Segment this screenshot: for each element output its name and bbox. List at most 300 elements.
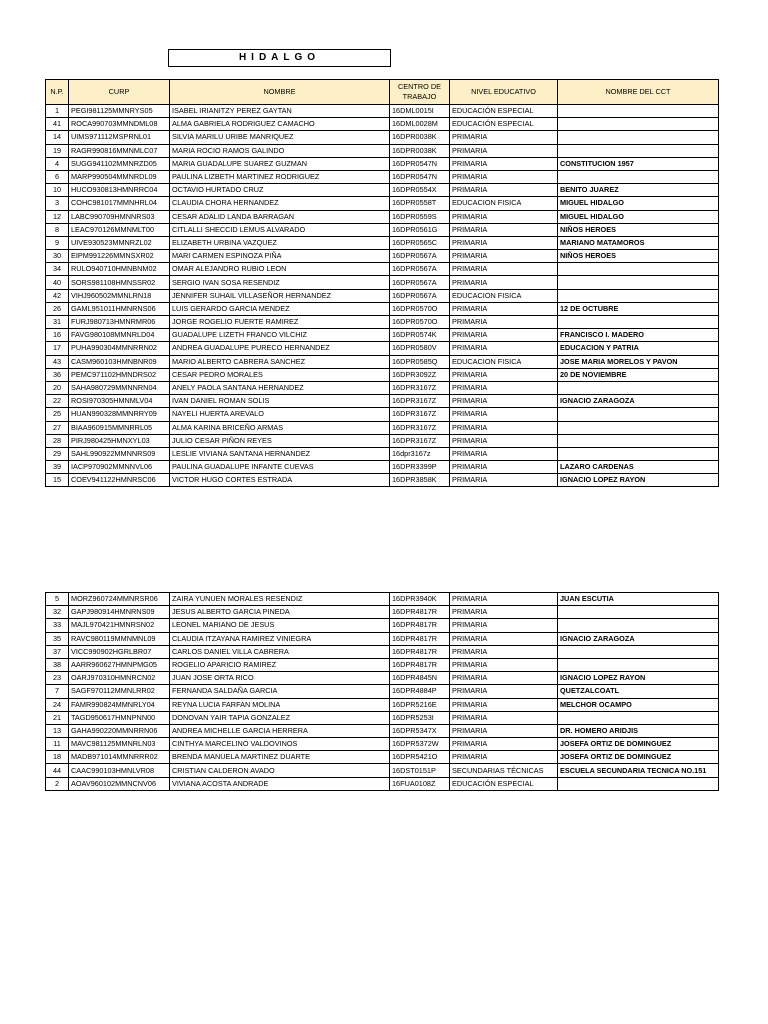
cell-nombre-del-cct: EDUCACION Y PATRIA <box>558 342 719 355</box>
cell-nombre-del-cct: BENITO JUAREZ <box>558 184 719 197</box>
cell-nombre-del-cct <box>558 131 719 144</box>
table-row <box>46 381 719 394</box>
table-row <box>46 685 719 698</box>
cell-nombre-del-cct <box>558 447 719 460</box>
cell-nombre-del-cct <box>558 434 719 447</box>
cell-nombre-del-cct: NIÑOS HEROES <box>558 250 719 263</box>
cell-nombre: LUIS GERARDO GARCIA MENDEZ <box>170 302 390 315</box>
cell-nivel-educativo: PRIMARIA <box>450 658 558 671</box>
cell-nivel-educativo: PRIMARIA <box>450 751 558 764</box>
cell-nombre-del-cct: IGNACIO LOPEZ RAYON <box>558 474 719 487</box>
cell-curp: RAVC980119MMNMNL09 <box>69 632 170 645</box>
cell-nivel-educativo: PRIMARIA <box>450 632 558 645</box>
table-row <box>46 619 719 632</box>
cell-nivel-educativo: PRIMARIA <box>450 236 558 249</box>
cell-nivel-educativo: PRIMARIA <box>450 342 558 355</box>
header-nombre: NOMBRE <box>170 80 390 105</box>
cell-curp: LABC990709HMNNRS03 <box>69 210 170 223</box>
cell-centro-de-trabajo: 16DPR0558T <box>390 197 450 210</box>
cell-centro-de-trabajo: 16DPR0567A <box>390 250 450 263</box>
cell-nombre: ALMA KARINA BRICEÑO ARMAS <box>170 421 390 434</box>
cell-nivel-educativo: PRIMARIA <box>450 302 558 315</box>
cell-nombre: SERGIO IVAN SOSA RESENDIZ <box>170 276 390 289</box>
table-row <box>46 118 719 131</box>
cell-centro-de-trabajo: 16DPR4817R <box>390 606 450 619</box>
cell-nivel-educativo: PRIMARIA <box>450 698 558 711</box>
cell-nivel-educativo: PRIMARIA <box>450 157 558 170</box>
cell-nivel-educativo: PRIMARIA <box>450 381 558 394</box>
cell-centro-de-trabajo: 16DPR0580V <box>390 342 450 355</box>
cell-nivel-educativo: EDUCACION FISICA <box>450 355 558 368</box>
cell-curp: MAJL970421HMNRSN02 <box>69 619 170 632</box>
table-row <box>46 144 719 157</box>
cell-nombre-del-cct: MARIANO MATAMOROS <box>558 236 719 249</box>
cell-nombre: LEONEL MARIANO DE JESUS <box>170 619 390 632</box>
cell-nombre: GUADALUPE LIZETH FRANCO VILCHIZ <box>170 329 390 342</box>
cell-curp: PEGI981125MMNRYS05 <box>69 105 170 118</box>
cell-centro-de-trabajo: 16DPR0570O <box>390 302 450 315</box>
cell-np: 43 <box>46 355 69 368</box>
cell-nombre: OMAR ALEJANDRO RUBIO LEON <box>170 263 390 276</box>
cell-nombre: MARIA ROCIO RAMOS GALINDO <box>170 144 390 157</box>
cell-nombre: CESAR PEDRO MORALES <box>170 368 390 381</box>
table-row <box>46 289 719 302</box>
cell-nivel-educativo: PRIMARIA <box>450 685 558 698</box>
cell-nivel-educativo: EDUCACIÓN ESPECIAL <box>450 777 558 790</box>
cell-curp: PIRJ980425HMNXYL03 <box>69 434 170 447</box>
cell-nivel-educativo: PRIMARIA <box>450 434 558 447</box>
cell-nombre: MARI CARMEN ESPINOZA PIÑA <box>170 250 390 263</box>
cell-np: 5 <box>46 593 69 606</box>
cell-centro-de-trabajo: 16DPR5372W <box>390 738 450 751</box>
cell-curp: UIVE930523MMNRZL02 <box>69 236 170 249</box>
table-row <box>46 223 719 236</box>
cell-nivel-educativo: PRIMARIA <box>450 606 558 619</box>
cell-nombre-del-cct <box>558 777 719 790</box>
cell-nombre: ELIZABETH URBINA VAZQUEZ <box>170 236 390 249</box>
cell-centro-de-trabajo: 16DPR4817R <box>390 632 450 645</box>
table-row <box>46 250 719 263</box>
table-body-2 <box>46 593 719 791</box>
cell-nombre: ROGELIO APARICIO RAMIREZ <box>170 658 390 671</box>
cell-centro-de-trabajo: 16DML0015I <box>390 105 450 118</box>
cell-nombre: SILVIA MARILU URIBE MANRIQUEZ <box>170 131 390 144</box>
cell-nombre-del-cct: NIÑOS HEROES <box>558 223 719 236</box>
table-row <box>46 302 719 315</box>
cell-curp: ROCA990703MMNDML08 <box>69 118 170 131</box>
cell-nivel-educativo: PRIMARIA <box>450 738 558 751</box>
cell-nombre: OCTAVIO HURTADO CRUZ <box>170 184 390 197</box>
table-row <box>46 131 719 144</box>
cell-nombre: NAYELI HUERTA AREVALO <box>170 408 390 421</box>
cell-np: 9 <box>46 236 69 249</box>
table-row <box>46 197 719 210</box>
header-nombre-del-cct: NOMBRE DEL CCT <box>558 80 719 105</box>
cell-curp: SAHL990922MMNNRS09 <box>69 447 170 460</box>
cell-nombre: FERNANDA SALDAÑA GARCIA <box>170 685 390 698</box>
cell-np: 16 <box>46 329 69 342</box>
cell-nivel-educativo: PRIMARIA <box>450 672 558 685</box>
cell-nombre-del-cct <box>558 289 719 302</box>
cell-np: 19 <box>46 144 69 157</box>
cell-nombre-del-cct: JOSE MARIA MORELOS Y PAVON <box>558 355 719 368</box>
cell-centro-de-trabajo: 16DPR4845N <box>390 672 450 685</box>
cell-centro-de-trabajo: 16DPR0567A <box>390 276 450 289</box>
cell-nombre: ISABEL IRIANITZY PEREZ GAYTAN <box>170 105 390 118</box>
cell-nombre-del-cct <box>558 276 719 289</box>
cell-nombre: PAULINA LIZBETH MARTINEZ RODRIGUEZ <box>170 170 390 183</box>
cell-nombre: ZAIRA YUNUEN MORALES RESENDIZ <box>170 593 390 606</box>
table-row <box>46 764 719 777</box>
table-row <box>46 355 719 368</box>
cell-curp: VIHJ960502MMNLRN18 <box>69 289 170 302</box>
cell-np: 21 <box>46 711 69 724</box>
cell-nombre-del-cct: MIGUEL HIDALGO <box>558 210 719 223</box>
cell-nombre: JULIO CESAR PIÑON REYES <box>170 434 390 447</box>
cell-curp: SAHA980729MMNNRN04 <box>69 381 170 394</box>
header-curp: CURP <box>69 80 170 105</box>
cell-centro-de-trabajo: 16DPR3167Z <box>390 395 450 408</box>
staff-table-1 <box>45 79 719 487</box>
table-row <box>46 474 719 487</box>
cell-nombre: DONOVAN YAIR TAPIA GONZALEZ <box>170 711 390 724</box>
table-row <box>46 408 719 421</box>
cell-nombre-del-cct <box>558 381 719 394</box>
cell-centro-de-trabajo: 16DPR0570O <box>390 316 450 329</box>
table-row <box>46 658 719 671</box>
cell-nivel-educativo: PRIMARIA <box>450 316 558 329</box>
table-body-1 <box>46 105 719 487</box>
cell-nivel-educativo: PRIMARIA <box>450 474 558 487</box>
cell-centro-de-trabajo: 16DPR0574K <box>390 329 450 342</box>
cell-curp: GAPJ980914HMNRNS09 <box>69 606 170 619</box>
cell-nivel-educativo: PRIMARIA <box>450 395 558 408</box>
table-row <box>46 316 719 329</box>
table-row <box>46 751 719 764</box>
cell-nivel-educativo: PRIMARIA <box>450 724 558 737</box>
cell-np: 44 <box>46 764 69 777</box>
cell-np: 17 <box>46 342 69 355</box>
cell-centro-de-trabajo: 16DPR0567A <box>390 289 450 302</box>
table-row <box>46 461 719 474</box>
cell-nivel-educativo: PRIMARIA <box>450 184 558 197</box>
cell-nombre-del-cct <box>558 118 719 131</box>
cell-nivel-educativo: EDUCACIÓN ESPECIAL <box>450 105 558 118</box>
cell-nombre: ALMA GABRIELA RODRIGUEZ CAMACHO <box>170 118 390 131</box>
cell-centro-de-trabajo: 16DPR0585Q <box>390 355 450 368</box>
cell-np: 2 <box>46 777 69 790</box>
cell-nombre-del-cct: IGNACIO LOPEZ RAYON <box>558 672 719 685</box>
cell-curp: FAMR990824MMNRLY04 <box>69 698 170 711</box>
cell-nombre-del-cct: MELCHOR OCAMPO <box>558 698 719 711</box>
table-row <box>46 236 719 249</box>
cell-nombre-del-cct <box>558 170 719 183</box>
cell-np: 27 <box>46 421 69 434</box>
cell-np: 39 <box>46 461 69 474</box>
cell-nombre-del-cct <box>558 105 719 118</box>
cell-nombre-del-cct: QUETZALCOATL <box>558 685 719 698</box>
cell-centro-de-trabajo: 16DPR3399P <box>390 461 450 474</box>
cell-nivel-educativo: SECUNDARIAS TÉCNICAS <box>450 764 558 777</box>
cell-curp: UIMS971112MSPRNL01 <box>69 131 170 144</box>
table-row <box>46 447 719 460</box>
header-nivel-educativo: NIVEL EDUCATIVO <box>450 80 558 105</box>
cell-nivel-educativo: EDUCACION FISICA <box>450 289 558 302</box>
table-row <box>46 606 719 619</box>
cell-centro-de-trabajo: 16DPR4817R <box>390 658 450 671</box>
cell-centro-de-trabajo: 16DST0151P <box>390 764 450 777</box>
table-row <box>46 368 719 381</box>
cell-nombre-del-cct: IGNACIO ZARAGOZA <box>558 395 719 408</box>
cell-nivel-educativo: PRIMARIA <box>450 276 558 289</box>
cell-np: 36 <box>46 368 69 381</box>
table-row <box>46 672 719 685</box>
table-row <box>46 593 719 606</box>
cell-nivel-educativo: PRIMARIA <box>450 408 558 421</box>
cell-curp: AOAV960102MMNCNV06 <box>69 777 170 790</box>
cell-nombre: CLAUDIA ITZAYANA RAMIREZ VINIEGRA <box>170 632 390 645</box>
cell-nombre-del-cct: JOSEFA ORTIZ DE DOMINGUEZ <box>558 738 719 751</box>
cell-np: 10 <box>46 184 69 197</box>
table-row <box>46 157 719 170</box>
cell-curp: PUHA990304MMNRRN02 <box>69 342 170 355</box>
cell-nivel-educativo: EDUCACIÓN ESPECIAL <box>450 118 558 131</box>
cell-nivel-educativo: PRIMARIA <box>450 447 558 460</box>
cell-centro-de-trabajo: 16DPR0547N <box>390 170 450 183</box>
staff-table-2 <box>45 592 719 791</box>
cell-curp: PEMC971102HMNDRS02 <box>69 368 170 381</box>
cell-centro-de-trabajo: 16DPR3940K <box>390 593 450 606</box>
cell-curp: VICC990902HGRLBR07 <box>69 645 170 658</box>
cell-nombre-del-cct <box>558 144 719 157</box>
cell-np: 29 <box>46 447 69 460</box>
cell-centro-de-trabajo: 16DPR0554X <box>390 184 450 197</box>
cell-nivel-educativo: PRIMARIA <box>450 461 558 474</box>
cell-nombre-del-cct: MIGUEL HIDALGO <box>558 197 719 210</box>
cell-centro-de-trabajo: 16FUA0108Z <box>390 777 450 790</box>
cell-nombre-del-cct <box>558 711 719 724</box>
cell-np: 20 <box>46 381 69 394</box>
cell-np: 23 <box>46 672 69 685</box>
cell-curp: BIAA960915MMNRRL05 <box>69 421 170 434</box>
table-row <box>46 698 719 711</box>
cell-np: 18 <box>46 751 69 764</box>
cell-np: 37 <box>46 645 69 658</box>
cell-centro-de-trabajo: 16DPR5347X <box>390 724 450 737</box>
cell-np: 40 <box>46 276 69 289</box>
cell-centro-de-trabajo: 16DPR3167Z <box>390 421 450 434</box>
cell-curp: TAGD950617HMNPNN00 <box>69 711 170 724</box>
cell-centro-de-trabajo: 16DPR4817R <box>390 619 450 632</box>
cell-nombre-del-cct <box>558 645 719 658</box>
cell-curp: MORZ960724MMNRSR06 <box>69 593 170 606</box>
cell-nivel-educativo: PRIMARIA <box>450 131 558 144</box>
cell-centro-de-trabajo: 16DPR3858K <box>390 474 450 487</box>
cell-nombre: ANDREA GUADALUPE PURECO HERNANDEZ <box>170 342 390 355</box>
cell-curp: SORS981108HMNSSR02 <box>69 276 170 289</box>
cell-centro-de-trabajo: 16dpr3167z <box>390 447 450 460</box>
cell-curp: GAML951011HMNRNS06 <box>69 302 170 315</box>
cell-nombre-del-cct <box>558 658 719 671</box>
cell-curp: AARR960627HMNPMG05 <box>69 658 170 671</box>
cell-nivel-educativo: PRIMARIA <box>450 210 558 223</box>
cell-centro-de-trabajo: 16DPR5421O <box>390 751 450 764</box>
cell-nivel-educativo: PRIMARIA <box>450 144 558 157</box>
cell-np: 14 <box>46 131 69 144</box>
cell-centro-de-trabajo: 16DPR5253I <box>390 711 450 724</box>
cell-centro-de-trabajo: 16DPR0038K <box>390 131 450 144</box>
cell-nivel-educativo: PRIMARIA <box>450 593 558 606</box>
cell-nombre-del-cct: 20 DE NOVIEMBRE <box>558 368 719 381</box>
cell-np: 34 <box>46 263 69 276</box>
cell-np: 8 <box>46 223 69 236</box>
cell-nombre: ANELY PAOLA SANTANA HERNANDEZ <box>170 381 390 394</box>
cell-curp: SUGG941102MMNRZD05 <box>69 157 170 170</box>
cell-curp: FAVG980108MMNRLD04 <box>69 329 170 342</box>
cell-nivel-educativo: PRIMARIA <box>450 711 558 724</box>
cell-nivel-educativo: PRIMARIA <box>450 368 558 381</box>
table-row <box>46 738 719 751</box>
header-centro-de-trabajo: CENTRO DE TRABAJO <box>390 80 450 105</box>
cell-centro-de-trabajo: 16DML0028M <box>390 118 450 131</box>
cell-nombre: LESLIE VIVIANA SANTANA HERNANDEZ <box>170 447 390 460</box>
table-row <box>46 421 719 434</box>
cell-np: 7 <box>46 685 69 698</box>
cell-nivel-educativo: PRIMARIA <box>450 223 558 236</box>
cell-nombre: VICTOR HUGO CORTES ESTRADA <box>170 474 390 487</box>
cell-centro-de-trabajo: 16DPR3092Z <box>390 368 450 381</box>
cell-nombre: BRENDA MANUELA MARTINEZ DUARTE <box>170 751 390 764</box>
cell-np: 33 <box>46 619 69 632</box>
cell-curp: OARJ970310HMNRCN02 <box>69 672 170 685</box>
cell-nombre-del-cct <box>558 263 719 276</box>
cell-centro-de-trabajo: 16DPR0567A <box>390 263 450 276</box>
cell-curp: MAVC981125MMNRLN03 <box>69 738 170 751</box>
cell-nombre: JORGE ROGELIO FUERTE RAMIREZ <box>170 316 390 329</box>
cell-np: 1 <box>46 105 69 118</box>
cell-curp: RAGR990816MMNMLC07 <box>69 144 170 157</box>
cell-np: 3 <box>46 197 69 210</box>
cell-curp: HUCO930813HMNRRC04 <box>69 184 170 197</box>
table-row <box>46 329 719 342</box>
page-title: HIDALGO <box>168 49 391 67</box>
cell-centro-de-trabajo: 16DPR0038K <box>390 144 450 157</box>
cell-nombre-del-cct <box>558 408 719 421</box>
cell-nombre: MARIA GUADALUPE SUAREZ GUZMAN <box>170 157 390 170</box>
table-row <box>46 105 719 118</box>
cell-centro-de-trabajo: 16DPR5216E <box>390 698 450 711</box>
cell-np: 4 <box>46 157 69 170</box>
cell-np: 15 <box>46 474 69 487</box>
cell-centro-de-trabajo: 16DPR4817R <box>390 645 450 658</box>
cell-curp: EIPM991226MMNSXR02 <box>69 250 170 263</box>
cell-nombre: JESUS ALBERTO GARCIA PINEDA <box>170 606 390 619</box>
cell-np: 12 <box>46 210 69 223</box>
cell-nivel-educativo: PRIMARIA <box>450 329 558 342</box>
cell-curp: GAHA990220MMNRRN06 <box>69 724 170 737</box>
cell-np: 6 <box>46 170 69 183</box>
table-row <box>46 210 719 223</box>
cell-np: 32 <box>46 606 69 619</box>
table-row <box>46 434 719 447</box>
cell-curp: IACP970902MMNNVL06 <box>69 461 170 474</box>
cell-nombre-del-cct: DR. HOMERO ARIDJIS <box>558 724 719 737</box>
cell-np: 35 <box>46 632 69 645</box>
cell-centro-de-trabajo: 16DPR4884P <box>390 685 450 698</box>
cell-curp: CASM960103HMNBNR09 <box>69 355 170 368</box>
table-row <box>46 632 719 645</box>
cell-np: 26 <box>46 302 69 315</box>
cell-curp: RULO940710HMNBNM02 <box>69 263 170 276</box>
cell-nivel-educativo: PRIMARIA <box>450 421 558 434</box>
cell-nombre-del-cct: CONSTITUCION 1957 <box>558 157 719 170</box>
cell-curp: SAGF970112MMNLRR02 <box>69 685 170 698</box>
cell-np: 25 <box>46 408 69 421</box>
cell-np: 11 <box>46 738 69 751</box>
cell-nombre: CLAUDIA CHORA HERNANDEZ <box>170 197 390 210</box>
cell-nivel-educativo: EDUCACION FISICA <box>450 197 558 210</box>
cell-nombre-del-cct <box>558 606 719 619</box>
cell-nombre: IVAN DANIEL ROMAN SOLIS <box>170 395 390 408</box>
cell-curp: LEAC970126MMNMLT00 <box>69 223 170 236</box>
cell-nombre: VIVIANA ACOSTA ANDRADE <box>170 777 390 790</box>
cell-nombre-del-cct: JUAN ESCUTIA <box>558 593 719 606</box>
cell-np: 38 <box>46 658 69 671</box>
cell-np: 31 <box>46 316 69 329</box>
table-row <box>46 724 719 737</box>
table-row <box>46 777 719 790</box>
cell-nombre-del-cct: FRANCISCO I. MADERO <box>558 329 719 342</box>
table-row <box>46 263 719 276</box>
cell-nombre-del-cct <box>558 316 719 329</box>
cell-nivel-educativo: PRIMARIA <box>450 263 558 276</box>
cell-np: 41 <box>46 118 69 131</box>
cell-nombre-del-cct: JOSEFA ORTIZ DE DOMINGUEZ <box>558 751 719 764</box>
cell-centro-de-trabajo: 16DPR3167Z <box>390 408 450 421</box>
cell-centro-de-trabajo: 16DPR0561G <box>390 223 450 236</box>
cell-nivel-educativo: PRIMARIA <box>450 645 558 658</box>
cell-nombre-del-cct: 12 DE OCTUBRE <box>558 302 719 315</box>
cell-nombre-del-cct <box>558 421 719 434</box>
cell-nivel-educativo: PRIMARIA <box>450 250 558 263</box>
cell-nombre: MARIO ALBERTO CABRERA SANCHEZ <box>170 355 390 368</box>
cell-nombre: CITLALLI SHECCID LEMUS ALVARADO <box>170 223 390 236</box>
cell-nombre-del-cct: IGNACIO ZARAGOZA <box>558 632 719 645</box>
cell-curp: COEV941122HMNRSC06 <box>69 474 170 487</box>
cell-np: 13 <box>46 724 69 737</box>
table-row <box>46 711 719 724</box>
table-row <box>46 184 719 197</box>
table-header-row <box>46 80 719 105</box>
cell-nombre: PAULINA GUADALUPE INFANTE CUEVAS <box>170 461 390 474</box>
cell-centro-de-trabajo: 16DPR0565C <box>390 236 450 249</box>
table-row <box>46 170 719 183</box>
cell-centro-de-trabajo: 16DPR3167Z <box>390 434 450 447</box>
cell-nombre: JUAN JOSE ORTA RICO <box>170 672 390 685</box>
cell-curp: FURJ980713HMNRMR06 <box>69 316 170 329</box>
cell-curp: COHC981017MMNHRL04 <box>69 197 170 210</box>
cell-nombre-del-cct: LAZARO CARDENAS <box>558 461 719 474</box>
cell-np: 24 <box>46 698 69 711</box>
cell-curp: CAAC990103HMNLVR08 <box>69 764 170 777</box>
cell-curp: ROSI970305HMNMLV04 <box>69 395 170 408</box>
cell-nombre: REYNA LUCIA FARFAN MOLINA <box>170 698 390 711</box>
cell-np: 42 <box>46 289 69 302</box>
cell-centro-de-trabajo: 16DPR3167Z <box>390 381 450 394</box>
table-row <box>46 645 719 658</box>
cell-nivel-educativo: PRIMARIA <box>450 619 558 632</box>
cell-nivel-educativo: PRIMARIA <box>450 170 558 183</box>
